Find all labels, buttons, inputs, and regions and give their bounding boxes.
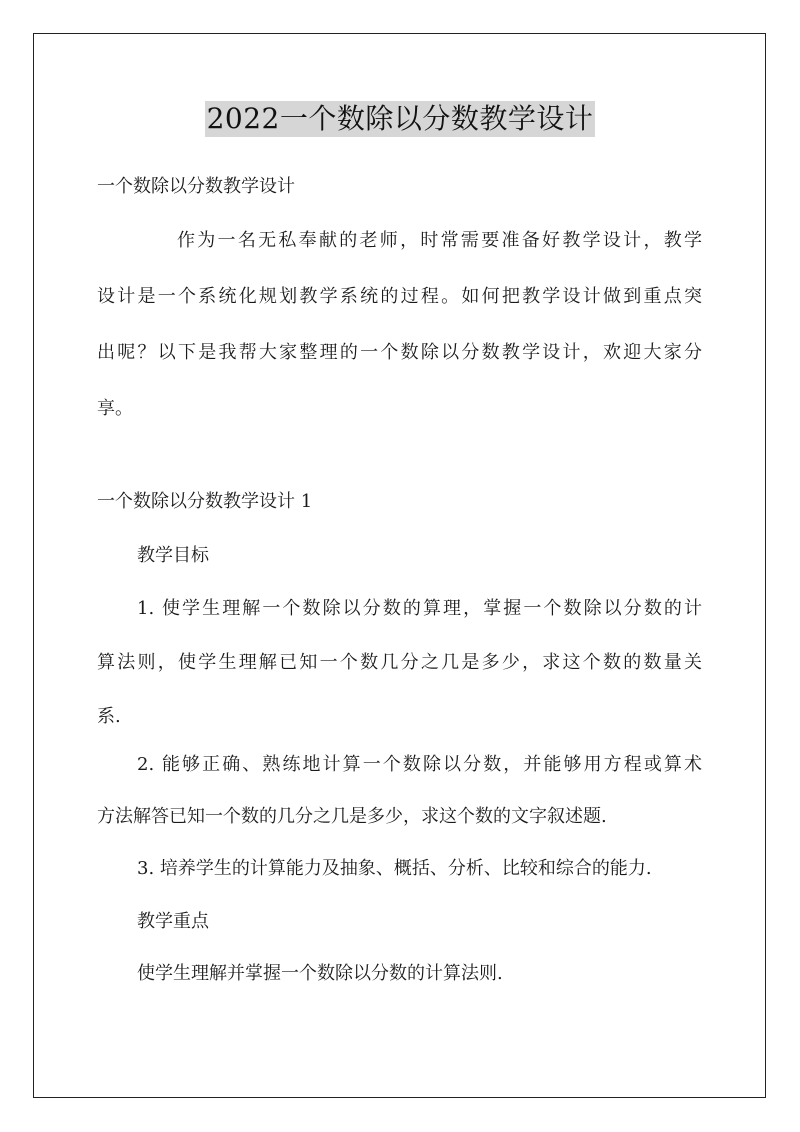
intro-paragraph-line: 享。: [97, 398, 133, 419]
objective-3: 3. 培养学生的计算能力及抽象、概括、分析、比较和综合的能力.: [137, 858, 652, 879]
objective-2-line: 方法解答已知一个数的几分之几是多少，求这个数的文字叙述题.: [97, 806, 607, 827]
objective-1-line: 系.: [97, 706, 121, 727]
key-point-text: 使学生理解并掌握一个数除以分数的计算法则.: [137, 963, 503, 984]
objective-1-line: 1. 使学生理解一个数除以分数的算理，掌握一个数除以分数的计: [137, 598, 702, 619]
document-title: 2022一个数除以分数教学设计: [206, 102, 594, 135]
key-point-heading: 教学重点: [137, 911, 209, 932]
section-heading: 一个数除以分数教学设计 1: [97, 491, 313, 512]
objective-1-line: 算法则，使学生理解已知一个数几分之几是多少，求这个数的数量关: [97, 652, 702, 673]
intro-paragraph-line: 出呢？以下是我帮大家整理的一个数除以分数教学设计，欢迎大家分: [97, 342, 702, 363]
intro-paragraph-line: 作为一名无私奉献的老师，时常需要准备好教学设计，教学: [177, 230, 702, 251]
objective-2-line: 2. 能够正确、熟练地计算一个数除以分数，并能够用方程或算术: [137, 754, 702, 775]
intro-heading: 一个数除以分数教学设计: [97, 176, 295, 197]
objectives-heading: 教学目标: [137, 545, 209, 566]
title-container: [0, 101, 800, 137]
intro-paragraph-line: 设计是一个系统化规划教学系统的过程。如何把教学设计做到重点突: [97, 286, 702, 307]
